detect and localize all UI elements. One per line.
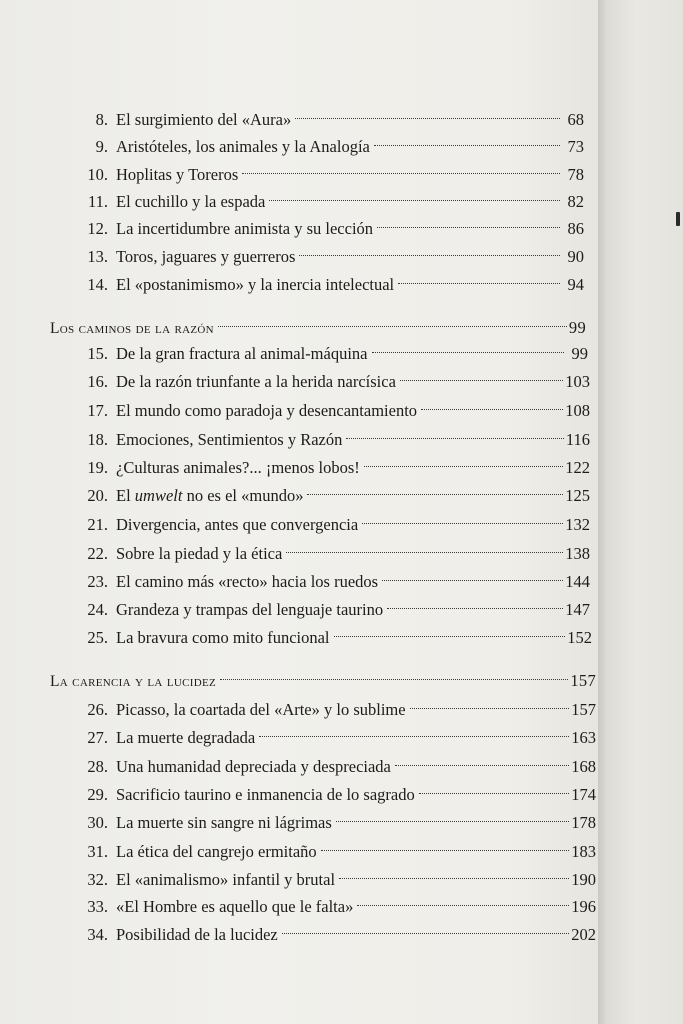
entry-number: 31.	[87, 842, 108, 861]
dot-leader	[408, 691, 572, 715]
section-heading-carencia	[50, 662, 596, 690]
toc-entry-28	[78, 748, 596, 776]
entry-title: Divergencia, antes que convergencia	[116, 515, 359, 534]
toc-entry-27	[78, 719, 596, 747]
toc-entry-26	[78, 691, 596, 719]
entry-page: 103	[565, 372, 590, 391]
entry-title: La muerte sin sangre ni lágrimas	[116, 813, 332, 832]
entry-number: 28.	[87, 757, 108, 776]
entry-number: 16.	[87, 372, 108, 391]
toc-entry-11	[78, 183, 584, 211]
dot-leader	[419, 392, 565, 416]
entry-number: 8.	[95, 110, 108, 129]
toc-entry-17	[78, 392, 590, 420]
toc-entry-33	[78, 888, 596, 916]
entry-title: Aristóteles, los animales y la Analogía	[116, 137, 370, 156]
entry-page: 125	[565, 486, 590, 505]
section-title: Los caminos de la razón	[50, 320, 214, 337]
dot-leader	[297, 238, 562, 262]
entry-title: Hoplitas y Toreros	[116, 165, 239, 184]
dot-leader	[267, 183, 562, 207]
entry-title: Una humanidad depreciada y despreciada	[116, 757, 391, 776]
entry-number: 9.	[95, 137, 108, 156]
dot-leader	[362, 449, 565, 473]
entry-number: 10.	[87, 165, 108, 184]
entry-number: 20.	[87, 486, 108, 505]
toc-entry-14	[78, 266, 584, 294]
entry-title: El cuchillo y la espada	[116, 192, 266, 211]
entry-page: 94	[567, 275, 584, 294]
entry-number: 11.	[87, 192, 108, 211]
dot-leader	[293, 101, 562, 125]
toc-entry-18	[78, 421, 590, 449]
entry-page: 82	[567, 192, 584, 211]
dot-leader	[240, 156, 562, 180]
entry-number: 24.	[87, 600, 108, 619]
entry-page: 78	[567, 165, 584, 184]
entry-title: «El Hombre es aquello que le falta»	[116, 897, 354, 916]
section-heading-caminos	[50, 309, 586, 337]
entry-title: La muerte degradada	[116, 728, 256, 747]
entry-page: 190	[571, 870, 596, 889]
toc-entry-29	[78, 776, 596, 804]
toc-entry-8	[78, 101, 584, 129]
book-gutter-edge	[598, 0, 683, 1024]
title-suffix: no es el «mundo»	[182, 486, 304, 505]
dot-leader	[360, 506, 565, 530]
entry-number: 33.	[87, 897, 108, 916]
dot-leader	[385, 591, 565, 615]
dot-leader	[380, 563, 565, 587]
entry-page: 168	[571, 757, 596, 776]
dot-leader	[344, 421, 565, 445]
entry-number: 29.	[87, 785, 108, 804]
entry-page: 163	[571, 728, 596, 747]
toc-entry-13	[78, 238, 584, 266]
entry-title: Sacrificio taurino e inmanencia de lo sagrado	[116, 785, 415, 804]
entry-title: El «postanimismo» y la inercia intelectual	[116, 275, 395, 294]
entry-title: El «animalismo» infantil y brutal	[116, 870, 336, 889]
entry-title: El surgimiento del «Aura»	[116, 110, 292, 129]
entry-number: 21.	[87, 515, 108, 534]
toc-entry-23	[78, 563, 590, 591]
dot-leader	[337, 861, 571, 885]
entry-page: 183	[571, 842, 596, 861]
entry-title: El mundo como paradoja y desencantamiento	[116, 401, 418, 420]
entry-page: 99	[571, 344, 588, 363]
entry-page: 90	[567, 247, 584, 266]
dot-leader	[355, 888, 571, 912]
entry-number: 27.	[87, 728, 108, 747]
dot-leader	[375, 210, 562, 234]
toc-entry-10	[78, 156, 584, 184]
entry-number: 30.	[87, 813, 108, 832]
entry-title: El camino más «recto» hacia los ruedos	[116, 572, 379, 591]
entry-number: 22.	[87, 544, 108, 563]
toc-entry-24	[78, 591, 590, 619]
toc-entry-20	[78, 477, 590, 505]
title-prefix: El	[116, 486, 135, 505]
entry-page: 86	[567, 219, 584, 238]
entry-page: 73	[567, 137, 584, 156]
entry-page: 157	[571, 700, 596, 719]
dot-leader	[370, 335, 567, 359]
dot-leader	[280, 916, 571, 940]
toc-entry-19	[78, 449, 590, 477]
entry-number: 32.	[87, 870, 108, 889]
entry-number: 26.	[87, 700, 108, 719]
toc-entry-25	[78, 619, 592, 647]
entry-number: 13.	[87, 247, 108, 266]
entry-title: Picasso, la coartada del «Arte» y lo sublime	[116, 700, 406, 719]
toc-entry-30	[78, 804, 596, 832]
dot-leader	[319, 833, 572, 857]
dot-leader	[417, 776, 572, 800]
toc-entry-15	[78, 335, 588, 363]
dot-leader	[396, 266, 562, 290]
dot-leader	[334, 804, 571, 828]
entry-title: La bravura como mito funcional	[116, 628, 330, 647]
toc-entry-16	[78, 363, 590, 391]
entry-page: 174	[571, 785, 596, 804]
dot-leader	[332, 619, 568, 643]
entry-page: 132	[565, 515, 590, 534]
dot-leader	[218, 662, 570, 686]
entry-title: Emociones, Sentimientos y Razón	[116, 430, 343, 449]
dot-leader	[284, 535, 565, 559]
entry-page: 147	[565, 600, 590, 619]
entry-number: 17.	[87, 401, 108, 420]
entry-title: La ética del cangrejo ermitaño	[116, 842, 317, 861]
toc-entry-12	[78, 210, 584, 238]
entry-page: 144	[565, 572, 590, 591]
entry-number: 25.	[87, 628, 108, 647]
dot-leader	[216, 309, 569, 333]
entry-number: 34.	[87, 925, 108, 944]
entry-title: La incertidumbre animista y su lección	[116, 219, 374, 238]
entry-title: Grandeza y trampas del lenguaje taurino	[116, 600, 384, 619]
entry-title: De la gran fractura al animal-máquina	[116, 344, 368, 363]
dot-leader	[372, 128, 562, 152]
entry-title: Posibilidad de la lucidez	[116, 925, 278, 944]
section-page: 157	[570, 671, 596, 690]
entry-number: 14.	[87, 275, 108, 294]
entry-page: 108	[565, 401, 590, 420]
entry-number: 23.	[87, 572, 108, 591]
next-page-edge-mark	[676, 212, 680, 226]
entry-title: Sobre la piedad y la ética	[116, 544, 283, 563]
entry-title: Toros, jaguares y guerreros	[116, 247, 296, 266]
entry-number: 18.	[87, 430, 108, 449]
entry-page: 178	[571, 813, 596, 832]
entry-title	[116, 484, 305, 508]
entry-page: 202	[571, 925, 596, 944]
toc-entry-34	[78, 916, 596, 944]
entry-page: 152	[567, 628, 592, 647]
toc-entry-22	[78, 535, 590, 563]
section-title: La carencia y la lucidez	[50, 673, 216, 690]
toc-entry-32	[78, 861, 596, 889]
dot-leader	[398, 363, 565, 387]
toc-entry-21	[78, 506, 590, 534]
dot-leader	[257, 719, 571, 743]
entry-number: 15.	[87, 344, 108, 363]
section-page: 99	[568, 318, 586, 337]
entry-number: 12.	[87, 219, 108, 238]
entry-page: 116	[565, 430, 590, 449]
entry-number: 19.	[87, 458, 108, 477]
dot-leader	[393, 748, 571, 772]
entry-title: De la razón triunfante a la herida narcísica	[116, 372, 396, 391]
entry-page: 138	[565, 544, 590, 563]
dot-leader	[305, 477, 565, 501]
entry-page: 122	[565, 458, 590, 477]
entry-title: ¿Culturas animales?... ¡menos lobos!	[116, 458, 360, 477]
entry-page: 68	[567, 110, 584, 129]
entry-page: 196	[571, 897, 596, 916]
title-emphasis: umwelt	[134, 486, 183, 505]
toc-entry-31	[78, 833, 596, 861]
toc-entry-9	[78, 128, 584, 156]
